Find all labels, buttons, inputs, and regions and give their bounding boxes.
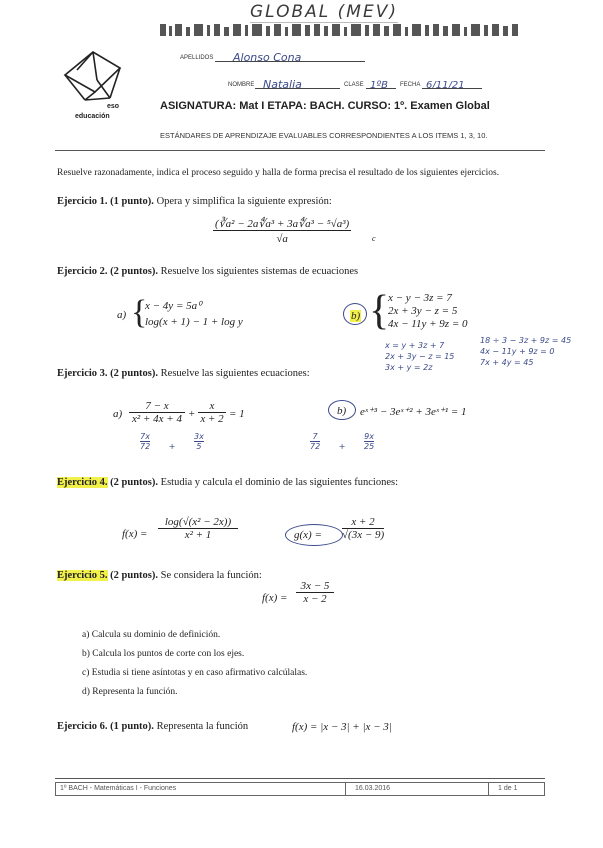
e3a-plus: + [188,408,196,420]
footer-sep-1 [345,782,346,796]
e5-item-b: b) Calcula los puntos de corte con los ejes. [82,649,245,659]
apellidos-line [215,48,365,62]
subject-line: ASIGNATURA: Mat I ETAPA: BACH. CURSO: 1º. Examen Global [160,100,490,112]
footer-sep-2 [488,782,489,796]
footer-page: 1 de 1 [498,785,518,792]
e2b-brace: { [369,288,390,334]
fecha-value: 6/11/21 [426,80,465,91]
e2a-system [145,298,243,330]
e2b-line3: 4x − 11y + 9z = 0 [388,318,468,330]
e1-subscript: c [372,234,376,243]
footer-left-text: 1º BACH - Matemáticas I - Funciones [60,785,177,792]
e4b-label: g(x) = [294,529,322,541]
instructions: Resuelve razonadamente, indica el proceso seguido y halla de forma precisa el resultado de los siguientes ejercicios. [57,168,500,178]
e4b-fraction: x + 2 √(3x − 9) [342,516,385,541]
exercise-1-heading: Ejercicio 1. (1 punto). Opera y simplifica la siguiente expresión: [57,196,332,207]
apellidos-value: Alonso Cona [233,51,302,64]
school-logo-icon [55,40,140,120]
e5-fraction: 3x − 5 x − 2 [296,580,334,605]
exercise-3-heading: Ejercicio 3. (2 puntos). Resuelve las siguientes ecuaciones: [57,368,310,379]
e3a-label: a) [113,408,123,420]
footer-date: 16.03.2016 [355,785,391,792]
clase-label: CLASE [344,82,364,88]
e3b-label: b) [337,405,347,417]
nombre-line [255,75,340,89]
exercise-1-expression [213,217,351,245]
exercise-2-heading: Ejercicio 2. (2 puntos). Resuelve los siguientes sistemas de ecuaciones [57,266,359,277]
e4a-fraction: log(√(x² − 2x)) x² + 1 [158,516,238,541]
e4a-label: f(x) = [122,528,148,540]
e2a-line2: log(x + 1) − 1 + log y [145,316,243,328]
e5-item-a: a) Calcula su dominio de definición. [82,630,221,640]
exercise-5-heading: Ejercicio 5. (2 puntos). Se considera la función: [57,570,262,581]
e1-denominator: √a [276,233,288,245]
e2b-label: b) [351,310,361,322]
apellidos-label: APELLIDOS [180,55,214,61]
barcode-strip [160,22,520,38]
exercise-6-heading: Ejercicio 6. (1 punto). Representa la función [57,721,249,732]
handwritten-title: GLOBAL (MEV) [250,2,398,22]
e5-item-c: c) Estudia si tiene asíntotas y en caso afirmativo calcúlalas. [82,668,308,678]
e2b-line2: 2x + 3y − z = 5 [388,305,458,317]
svg-text:educación: educación [75,113,110,120]
e2a-line1: x − 4y = 5a⁰ [145,300,202,312]
e6-expression: f(x) = |x − 3| + |x − 3| [292,721,392,733]
e2b-system [388,292,468,331]
e3-work-left: $\frac{7x}{72}$ + $\frac{3x}{5}$ [140,432,204,451]
e3b-expression: eˣ⁺³ − 3eˣ⁺² + 3eˣ⁺¹ = 1 [360,406,467,418]
standards-line: ESTÁNDARES DE APRENDIZAJE EVALUABLES CORRESPONDIENTES A LOS ITEMS 1, 3, 10. [160,131,488,140]
nombre-value: Natalia [263,78,302,91]
clase-value: 1ºB [370,80,388,91]
e3-work-right: $\frac{7}{72}$ + $\frac{9x}{25}$ [310,432,375,451]
fecha-line [422,75,482,89]
e3a-frac2: x x + 2 [198,400,226,425]
svg-text:eso: eso [107,103,120,110]
e1-numerator: (∛a² − 2a∜a³ + 3a∜a³ − ⁵√a³) [215,218,350,230]
e2a-label: a) [117,309,127,321]
e3a-equals: = 1 [229,408,245,420]
e5-items-list [82,626,307,702]
e3a-frac1: 7 − x x² + 4x + 4 [129,400,185,425]
e5-item-d: d) Representa la función. [82,687,178,697]
nombre-label: NOMBRE [228,82,255,88]
clase-line [366,75,396,89]
exercise-4-heading: Ejercicio 4. (2 puntos). Estudia y calcula el dominio de las siguientes funciones: [57,477,399,488]
e2-work-left: x = y + 3z + 7 2x + 3y − z = 15 3x + y = 2z [385,341,455,372]
e2b-line1: x − y − 3z = 7 [388,292,452,304]
header-divider [55,150,545,151]
e2-work-right: 18 ÷ 3 − 3z + 9z = 45 4x − 11y + 9z = 0 7x + 4y = 45 [480,336,572,367]
footer-divider [55,778,545,779]
e2a-brace: { [131,294,148,331]
fecha-label: FECHA [400,82,421,88]
e5-lhs: f(x) = [262,592,288,604]
